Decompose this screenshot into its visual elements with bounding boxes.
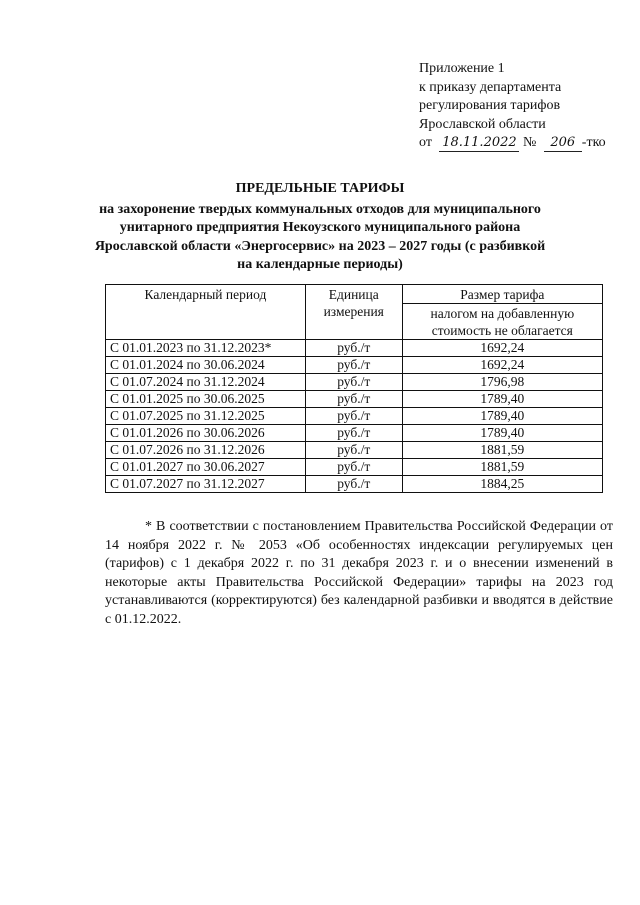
appendix-line-4: Ярославской области [419,116,546,132]
period-cell: С 01.07.2026 по 31.12.2026 [106,442,306,459]
period-cell: С 01.01.2023 по 31.12.2023* [106,340,306,357]
handwritten-number: 206 [544,135,582,152]
appendix-date-line [419,134,606,153]
tariff-cell: 1789,40 [402,425,602,442]
period-cell: С 01.07.2024 по 31.12.2024 [106,374,306,391]
header-period: Календарный период [106,285,306,340]
footnote [105,518,613,629]
footnote-text: * В соответствии с постановлением Правительства Российской Федерации от 14 ноября 2022 г. № 2053 «Об особенностях индексации регулируемых цен (тарифов) с 1 декабря 2022 г. по 31 декабря 2023 г. и о внесении изменений в некоторые акты Правительства Российской Федерации» тарифы на 2023 год устанавливаются (корректируются) без календарной разбивки и вводятся в действие с 01.12.2022. [105,519,613,627]
tariff-table [105,284,603,493]
unit-cell: руб./т [305,391,402,408]
period-cell: С 01.01.2027 по 30.06.2027 [106,459,306,476]
table-row [106,374,603,391]
appendix-header [419,60,606,153]
number-prefix: № [522,135,537,150]
table-row [106,391,603,408]
unit-cell: руб./т [305,476,402,493]
table-row [106,476,603,493]
tariff-cell: 1796,98 [402,374,602,391]
header-tariff-sub: налогом на добавленную стоимость не облагается [402,304,602,340]
table-row [106,425,603,442]
table-row [106,442,603,459]
document-title [90,180,550,275]
unit-cell: руб./т [305,442,402,459]
title-subtitle: на захоронение твердых коммунальных отходов для муниципального унитарного предприятия Некоузского муниципального района Ярославской области «Энергосервис» на 2023 – 2027 годы (с разбивкой на календарные периоды) [94,201,546,272]
table-row [106,459,603,476]
tariff-table-body [106,340,603,493]
appendix-line-3: регулирования тарифов [419,98,561,113]
tariff-cell: 1692,24 [402,340,602,357]
title-main: ПРЕДЕЛЬНЫЕ ТАРИФЫ [235,181,405,196]
tariff-cell: 1789,40 [402,391,602,408]
period-cell: С 01.01.2024 по 30.06.2024 [106,357,306,374]
header-tariff: Размер тарифа [402,285,602,304]
table-row [106,340,603,357]
unit-cell: руб./т [305,357,402,374]
unit-cell: руб./т [305,459,402,476]
ot-prefix: от [419,135,432,150]
period-cell: С 01.07.2025 по 31.12.2025 [106,408,306,425]
unit-cell: руб./т [305,340,402,357]
tariff-cell: 1884,25 [402,476,602,493]
period-cell: С 01.01.2026 по 30.06.2026 [106,425,306,442]
header-unit: Единица измерения [305,285,402,340]
table-row [106,408,603,425]
tariff-cell: 1789,40 [402,408,602,425]
tariff-cell: 1881,59 [402,442,602,459]
table-row [106,357,603,374]
unit-cell: руб./т [305,425,402,442]
tariff-cell: 1881,59 [402,459,602,476]
tariff-cell: 1692,24 [402,357,602,374]
appendix-line-2: к приказу департамента [419,79,562,95]
handwritten-date: 18.11.2022 [439,135,519,152]
unit-cell: руб./т [305,408,402,425]
period-cell: С 01.01.2025 по 30.06.2025 [106,391,306,408]
unit-cell: руб./т [305,374,402,391]
appendix-line-1: Приложение 1 [419,61,505,76]
period-cell: С 01.07.2027 по 31.12.2027 [106,476,306,493]
number-suffix: -тко [581,135,606,150]
